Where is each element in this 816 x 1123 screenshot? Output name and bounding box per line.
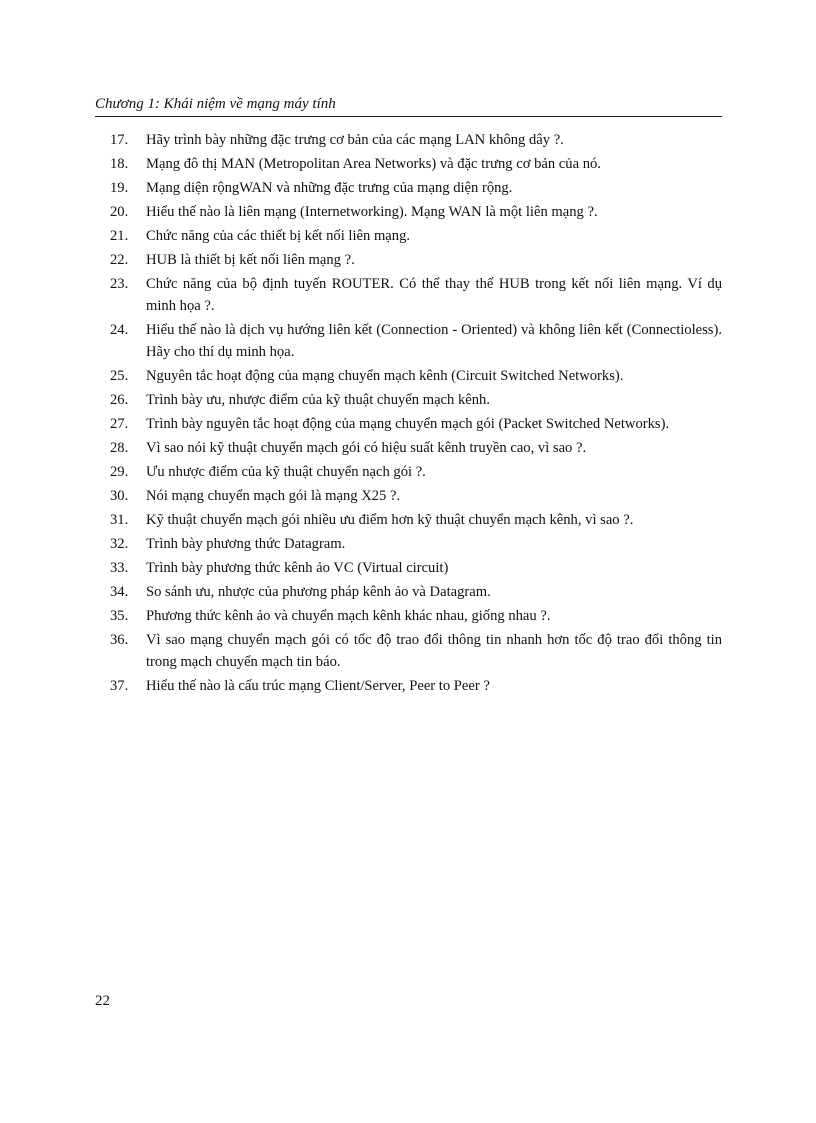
question-item — [95, 153, 722, 175]
question-item — [95, 461, 722, 483]
question-text: Vì sao mạng chuyển mạch gói có tốc độ trao đổi thông tin nhanh hơn tốc độ trao đổi thông tin trong mạch chuyển mạch tin báo. — [146, 632, 722, 670]
question-text: Trình bày phương thức kênh ảo VC (Virtual circuit) — [146, 560, 449, 576]
question-item — [95, 629, 722, 673]
question-item — [95, 557, 722, 579]
question-item — [95, 485, 722, 507]
question-text: Trình bày nguyên tắc hoạt động của mạng chuyển mạch gói (Packet Switched Networks). — [146, 416, 670, 432]
question-item — [95, 675, 722, 697]
question-text: Ưu nhược điểm của kỹ thuật chuyển nạch gói ?. — [146, 464, 426, 480]
question-number: 29. — [110, 464, 129, 480]
page-header — [95, 94, 722, 117]
question-number: 30. — [110, 488, 129, 504]
question-text: Kỹ thuật chuyển mạch gói nhiều ưu điểm hơn kỹ thuật chuyển mạch kênh, vì sao ?. — [146, 512, 634, 528]
question-text: Vì sao nói kỹ thuật chuyển mạch gói có hiệu suất kênh truyền cao, vì sao ?. — [146, 440, 587, 456]
question-item — [95, 605, 722, 627]
question-number: 23. — [110, 276, 129, 292]
question-item — [95, 365, 722, 387]
question-list — [95, 129, 722, 699]
question-number: 24. — [110, 322, 129, 338]
question-number: 22. — [110, 252, 129, 268]
question-number: 19. — [110, 180, 129, 196]
page-number: 22 — [95, 993, 110, 1009]
question-text: Chức năng của bộ định tuyến ROUTER. Có thể thay thế HUB trong kết nối liên mạng. Ví dụ minh họa ?. — [146, 276, 722, 314]
question-number: 31. — [110, 512, 129, 528]
question-item — [95, 509, 722, 531]
question-number: 36. — [110, 632, 129, 648]
question-item — [95, 201, 722, 223]
question-item — [95, 177, 722, 199]
question-number: 17. — [110, 132, 129, 148]
question-item — [95, 249, 722, 271]
question-number: 32. — [110, 536, 129, 552]
question-number: 26. — [110, 392, 129, 408]
question-text: Trình bày phương thức Datagram. — [146, 536, 346, 552]
question-item — [95, 437, 722, 459]
question-text: Mạng đô thị MAN (Metropolitan Area Networks) và đặc trưng cơ bản của nó. — [146, 156, 601, 172]
chapter-title: Chương 1: Khái niệm về mạng máy tính — [95, 96, 336, 112]
question-text: Nguyên tắc hoạt động của mạng chuyển mạch kênh (Circuit Switched Networks). — [146, 368, 624, 384]
question-text: So sánh ưu, nhược của phương pháp kênh ảo và Datagram. — [146, 584, 491, 600]
question-number: 21. — [110, 228, 129, 244]
question-number: 25. — [110, 368, 129, 384]
question-text: Hãy trình bày những đặc trưng cơ bản của các mạng LAN không dây ?. — [146, 132, 564, 148]
question-text: Hiểu thế nào là cấu trúc mạng Client/Server, Peer to Peer ? — [146, 678, 490, 694]
question-number: 27. — [110, 416, 129, 432]
question-text: Trình bày ưu, nhược điểm của kỹ thuật chuyển mạch kênh. — [146, 392, 490, 408]
question-item — [95, 533, 722, 555]
question-number: 34. — [110, 584, 129, 600]
question-text: Phương thức kênh ảo và chuyển mạch kênh khác nhau, giống nhau ?. — [146, 608, 551, 624]
question-text: Mạng diện rộngWAN và những đặc trưng của mạng diện rộng. — [146, 180, 513, 196]
question-item — [95, 389, 722, 411]
question-number: 37. — [110, 678, 129, 694]
question-item — [95, 129, 722, 151]
question-item — [95, 319, 722, 363]
question-item — [95, 413, 722, 435]
question-item — [95, 581, 722, 603]
question-item — [95, 225, 722, 247]
question-text: Nói mạng chuyển mạch gói là mạng X25 ?. — [146, 488, 401, 504]
question-item — [95, 273, 722, 317]
question-text: HUB là thiết bị kết nối liên mạng ?. — [146, 252, 355, 268]
question-number: 28. — [110, 440, 129, 456]
question-number: 18. — [110, 156, 129, 172]
question-text: Hiểu thế nào là liên mạng (Internetworking). Mạng WAN là một liên mạng ?. — [146, 204, 598, 220]
question-text: Chức năng của các thiết bị kết nối liên mạng. — [146, 228, 411, 244]
question-number: 33. — [110, 560, 129, 576]
question-number: 35. — [110, 608, 129, 624]
question-text: Hiểu thế nào là dịch vụ hướng liên kết (Connection - Oriented) và không liên kết (Connectioless). Hãy cho thí dụ minh họa. — [146, 322, 722, 360]
question-number: 20. — [110, 204, 129, 220]
